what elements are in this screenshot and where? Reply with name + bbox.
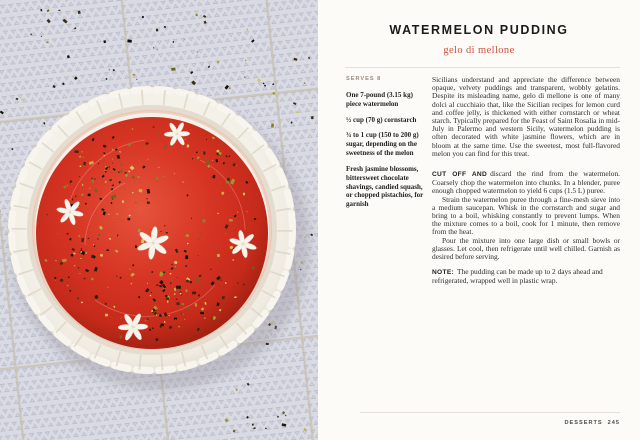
ingredient-item: One 7-pound (3.15 kg) piece watermelon [346, 91, 413, 108]
watermelon-pudding-photo [0, 0, 318, 440]
recipe-body [346, 76, 620, 286]
method-column [432, 76, 620, 286]
photo-page [0, 0, 318, 440]
footer-section: DESSERTS [564, 420, 603, 426]
ingredient-item: Fresh jasmine blossoms, bittersweet chocolate shavings, candied squash, or chopped pistachios, for garnish [346, 164, 424, 209]
note-lead: NOTE: [432, 269, 455, 277]
footer-page-number: 245 [607, 420, 620, 426]
note-text: The pudding can be made up to 2 days ahead and refrigerated, wrapped well in plastic wrap. [432, 267, 603, 286]
recipe-intro: Sicilians understand and appreciate the difference between opaque, velvety puddings and transparent, wobbly gelatins. Despite its misleading name, gelo di mellone is one of many dolci al cucchiaio that, like the Sicilian recipes for lemon curd and coffee jelly, is thickened with either cornstarch or wheat starch. Typically prepared for the Feast of Saint Rosalia in mid-July in Palermo and western Sicily, watermelon pudding is often decorated with white jasmine flowers, which are in bloom at the same time. Use the sweetest, most full-flavored melon you can find for this treat. [432, 75, 620, 158]
recipe-title: WATERMELON PUDDING [389, 23, 569, 37]
method-step-text: discard the rind from the watermelon. Coarsely chop the watermelon into chunks. In a blender, puree enough chopped watermelon to yield 6 cups (1.5 L) puree. [432, 169, 620, 196]
method-lead: CUT OFF AND [432, 171, 488, 179]
recipe-note [432, 268, 620, 285]
method-step: Strain the watermelon puree through a fine-mesh sieve into a medium saucepan. Whisk in the cornstarch and sugar and bring to a boil, whisking constantly to prevent lumps. When the mixture comes to a boil, cook for 1 minute, then remove from the heat. [432, 194, 620, 237]
ingredient-item: ½ cup (70 g) cornstarch [346, 115, 417, 124]
header-divider [345, 67, 620, 68]
recipe-subtitle: gelo di mellone [443, 45, 515, 56]
ingredient-item: ¾ to 1 cup (150 to 200 g) sugar, depending on the sweetness of the melon [346, 131, 419, 158]
method-step [432, 170, 620, 196]
recipe-header [318, 23, 640, 56]
ingredients-column [346, 76, 426, 286]
page-footer [565, 420, 621, 426]
recipe-page [318, 0, 640, 440]
serves-label: SERVES 8 [346, 76, 382, 82]
footer-divider [360, 412, 620, 413]
method-step: Pour the mixture into one large dish or small bowls or glasses. Let cool, then refrigerate until well chilled. Garnish as desired before serving. [432, 235, 620, 262]
